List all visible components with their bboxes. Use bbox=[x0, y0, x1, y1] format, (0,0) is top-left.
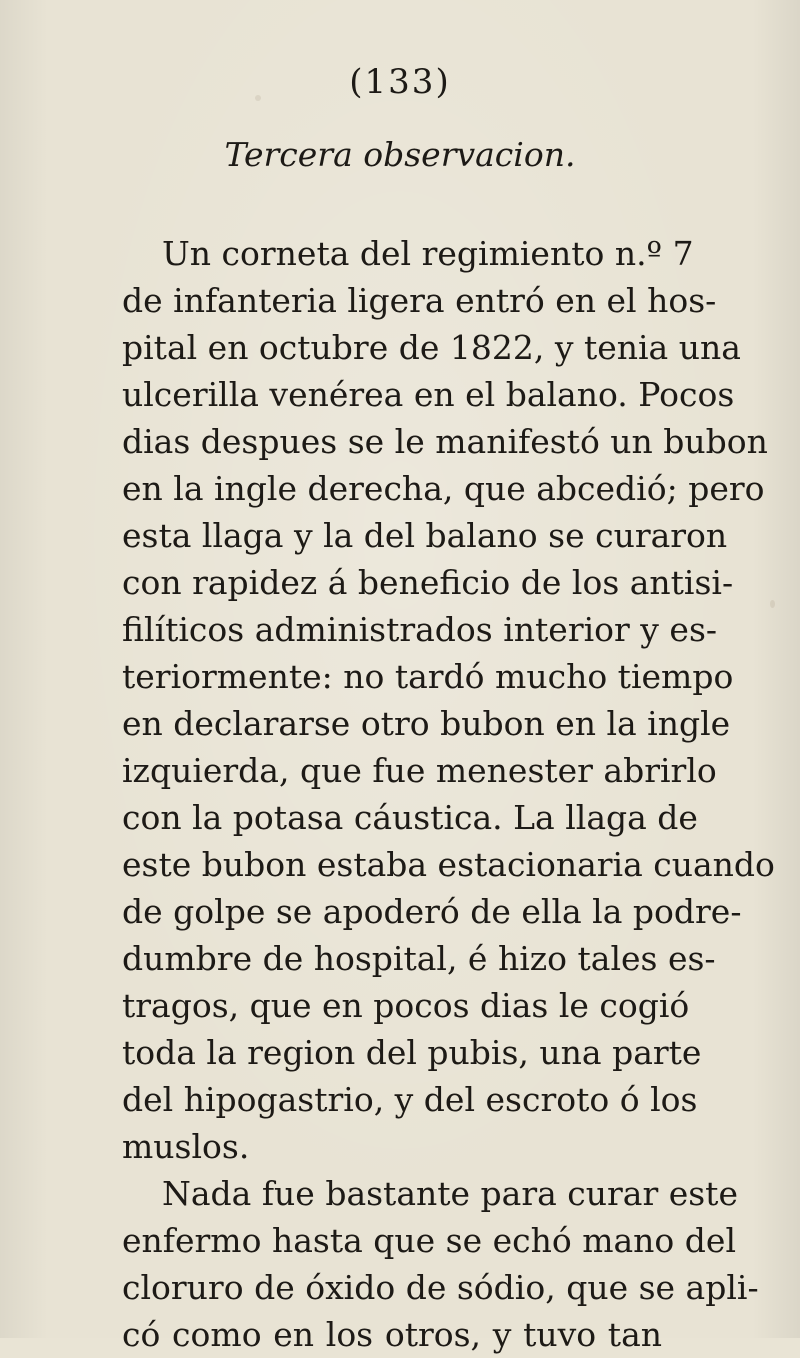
page-number: (133) bbox=[349, 62, 451, 102]
text-line: dias despues se le manifestó un bubon bbox=[122, 422, 768, 461]
text-line: cloruro de óxido de sódio, que se apli- bbox=[122, 1268, 759, 1307]
text-line: dumbre de hospital, é hizo tales es- bbox=[122, 939, 716, 978]
text-line: pital en octubre de 1822, y tenia una bbox=[122, 328, 741, 367]
section-title: Tercera observacion. bbox=[224, 135, 576, 174]
text-line: de golpe se apoderó de ella la podre- bbox=[122, 892, 742, 931]
text-line: ulcerilla venérea en el balano. Pocos bbox=[122, 375, 735, 414]
paper-stain bbox=[770, 600, 775, 608]
text-line: filíticos administrados interior y es- bbox=[122, 610, 718, 649]
text-line: este bubon estaba estacionaria cuando bbox=[122, 845, 775, 884]
text-line: con la potasa cáustica. La llaga de bbox=[122, 798, 698, 837]
text-line: del hipogastrio, y del escroto ó los bbox=[122, 1080, 698, 1119]
text-line: Un corneta del regimiento n.º 7 bbox=[162, 234, 694, 273]
text-line: teriormente: no tardó mucho tiempo bbox=[122, 657, 734, 696]
text-line: muslos. bbox=[122, 1127, 250, 1166]
text-line: con rapidez á beneficio de los antisi- bbox=[122, 563, 734, 602]
text-line: en la ingle derecha, que abcedió; pero bbox=[122, 469, 765, 508]
text-line: izquierda, que fue menester abrirlo bbox=[122, 751, 717, 790]
text-line: en declararse otro bubon en la ingle bbox=[122, 704, 731, 743]
text-line: có como en los otros, y tuvo tan bbox=[122, 1315, 662, 1354]
text-line: esta llaga y la del balano se curaron bbox=[122, 516, 728, 555]
text-line: toda la region del pubis, una parte bbox=[122, 1033, 702, 1072]
body-text bbox=[122, 230, 775, 1358]
text-line: Nada fue bastante para curar este bbox=[162, 1174, 738, 1213]
text-line: tragos, que en pocos dias le cogió bbox=[122, 986, 690, 1025]
text-line: de infanteria ligera entró en el hos- bbox=[122, 281, 717, 320]
text-line: enfermo hasta que se echó mano del bbox=[122, 1221, 736, 1260]
